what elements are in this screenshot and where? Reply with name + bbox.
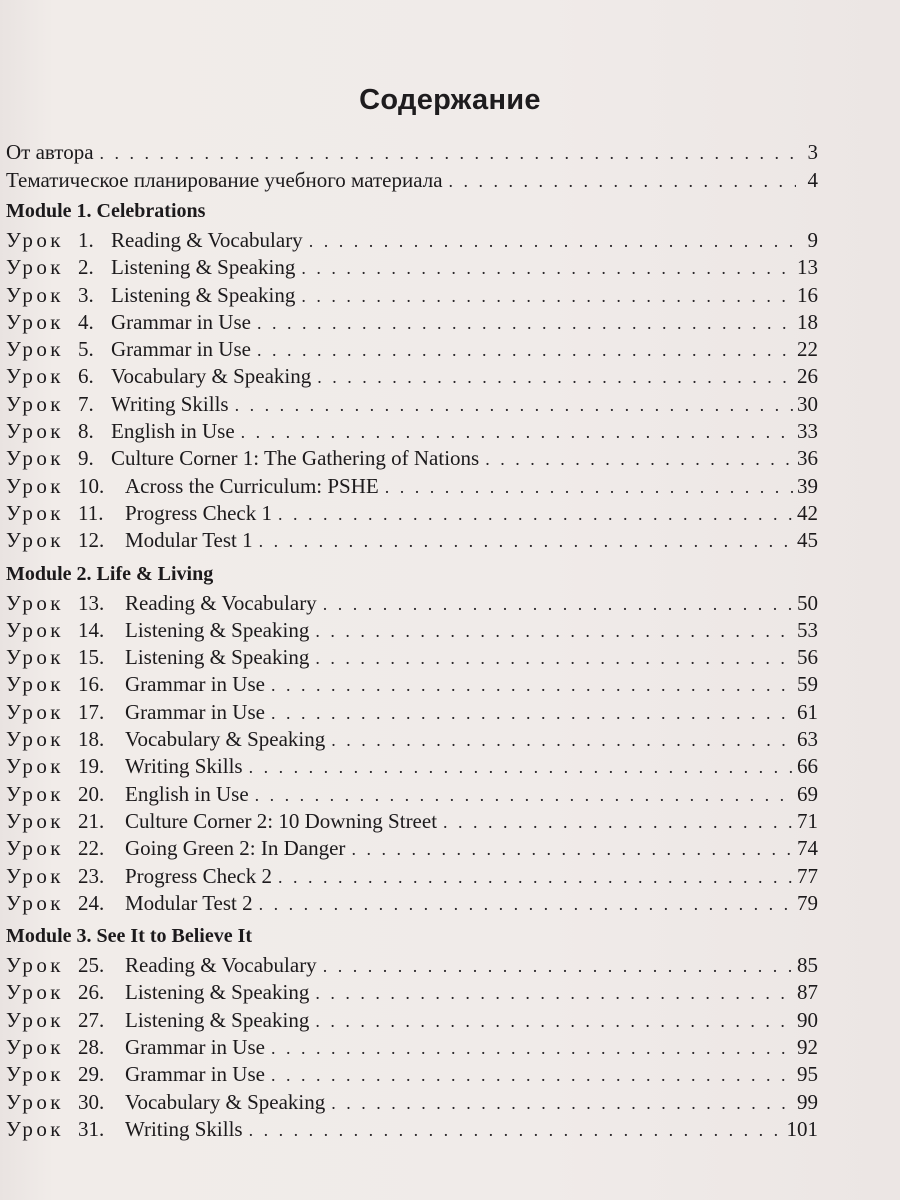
dot-leader [331, 1090, 793, 1117]
toc-entry-lesson [6, 979, 818, 1006]
lesson-label: Урок [6, 672, 64, 697]
lesson-label: Урок [6, 645, 64, 670]
lesson-title: Vocabulary & Speaking [125, 1089, 326, 1114]
lesson-page-number: 77 [797, 863, 818, 888]
lesson-label: Урок [6, 500, 64, 525]
lesson-page-number: 36 [797, 446, 818, 471]
lesson-title: Reading & Vocabulary [125, 590, 317, 615]
table-of-contents [6, 138, 818, 1143]
lesson-title: Writing Skills [125, 1116, 243, 1141]
toc-entry-lesson [6, 781, 818, 808]
lesson-page-number: 30 [797, 391, 818, 416]
toc-entry-lesson [6, 617, 818, 644]
module-heading: Module 1. Celebrations [6, 200, 206, 222]
dot-leader [315, 618, 793, 645]
lesson-label: Урок [6, 364, 64, 389]
toc-entry-lesson [6, 282, 818, 309]
toc-entry-lesson [6, 1007, 818, 1034]
lesson-title: Reading & Vocabulary [111, 228, 303, 252]
lesson-page-number: 99 [797, 1089, 818, 1114]
dot-leader [257, 337, 793, 364]
lesson-label: Урок [6, 836, 64, 861]
lesson-label: Урок [6, 282, 64, 307]
lesson-page-number: 26 [797, 364, 818, 389]
dot-leader [249, 754, 793, 781]
toc-entry-lesson [6, 808, 818, 835]
dot-leader [241, 419, 793, 446]
lesson-title: Culture Corner 2: 10 Downing Street [125, 808, 438, 833]
dot-leader [449, 167, 796, 195]
lesson-number: 11. [78, 500, 104, 525]
toc-entry-lesson [6, 1116, 818, 1143]
dot-leader [259, 528, 793, 555]
lesson-number: 25. [78, 953, 105, 978]
lesson-page-number: 59 [797, 672, 818, 697]
toc-entry-lesson [6, 863, 818, 890]
lesson-title: Listening & Speaking [125, 1007, 310, 1032]
dot-leader [315, 980, 793, 1007]
toc-entry-lesson [6, 1089, 818, 1116]
lesson-page-number: 66 [797, 754, 818, 779]
dot-leader [323, 953, 793, 980]
lesson-number: 3. [78, 282, 94, 307]
toc-entry-lesson [6, 391, 818, 418]
lesson-number: 6. [78, 364, 94, 389]
lesson-title: Grammar in Use [111, 309, 251, 334]
lesson-label: Урок [6, 980, 64, 1005]
dot-leader [249, 1117, 783, 1144]
dot-leader [257, 310, 793, 337]
toc-entry-lesson [6, 726, 818, 753]
dot-leader [100, 139, 796, 167]
lesson-number: 27. [78, 1007, 105, 1032]
lesson-label: Урок [6, 473, 64, 498]
lesson-label: Урок [6, 446, 64, 471]
lesson-label: Урок [6, 953, 64, 978]
dot-leader [323, 591, 793, 618]
intro-section [6, 138, 818, 194]
lesson-page-number: 53 [797, 617, 818, 642]
lesson-page-number: 61 [797, 699, 818, 724]
dot-leader [271, 672, 793, 699]
entry-page-number: 4 [807, 168, 818, 192]
lesson-label: Урок [6, 781, 64, 806]
lesson-page-number: 87 [797, 980, 818, 1005]
toc-entry-lesson [6, 227, 818, 254]
lesson-label: Урок [6, 699, 64, 724]
lesson-title: Listening & Speaking [125, 980, 310, 1005]
module-section-2 [6, 555, 818, 918]
toc-entry-lesson [6, 590, 818, 617]
lesson-number: 28. [78, 1035, 105, 1060]
lesson-label: Урок [6, 808, 64, 833]
module-heading: Module 3. See It to Believe It [6, 925, 253, 948]
dot-leader [271, 700, 793, 727]
lesson-title: Progress Check 2 [125, 863, 272, 888]
lesson-label: Урок [6, 391, 64, 416]
lesson-title: Culture Corner 1: The Gathering of Nations [111, 446, 480, 471]
toc-entry-lesson [6, 699, 818, 726]
lesson-page-number: 18 [797, 309, 818, 334]
lesson-page-number: 92 [797, 1035, 818, 1060]
toc-entry-lesson [6, 445, 818, 472]
lesson-number: 29. [78, 1062, 105, 1087]
dot-leader [255, 782, 793, 809]
toc-entry-lesson [6, 1034, 818, 1061]
lesson-title: English in Use [125, 781, 249, 806]
toc-entry-lesson [6, 753, 818, 780]
lesson-page-number: 56 [797, 645, 818, 670]
lesson-number: 31. [78, 1116, 105, 1141]
lesson-title: Modular Test 2 [125, 890, 253, 915]
lesson-number: 13. [78, 590, 105, 615]
lesson-number: 1. [78, 228, 94, 252]
lesson-label: Урок [6, 754, 64, 779]
toc-entry-lesson [6, 336, 818, 363]
lesson-title: Grammar in Use [125, 1062, 265, 1087]
entry-page-number: 3 [807, 140, 818, 164]
lesson-label: Урок [6, 863, 64, 888]
module-heading: Module 2. Life & Living [6, 562, 214, 585]
lesson-page-number: 69 [797, 781, 818, 806]
lesson-label: Урок [6, 1089, 64, 1114]
lesson-page-number: 16 [797, 282, 818, 307]
lesson-number: 16. [78, 672, 105, 697]
lesson-page-number: 33 [797, 419, 818, 444]
page-title: Содержание [359, 84, 541, 116]
lesson-number: 30. [78, 1089, 105, 1114]
lesson-number: 9. [78, 446, 94, 471]
lesson-title: Writing Skills [125, 754, 243, 779]
lesson-page-number: 95 [797, 1062, 818, 1087]
lesson-title: Grammar in Use [111, 337, 251, 362]
entry-title: От автора [6, 140, 94, 164]
lesson-page-number: 13 [797, 255, 818, 280]
lesson-title: English in Use [111, 419, 235, 444]
lesson-number: 18. [78, 727, 105, 752]
lesson-label: Урок [6, 1062, 64, 1087]
lesson-title: Listening & Speaking [111, 282, 296, 307]
lesson-number: 23. [78, 863, 105, 888]
lesson-page-number: 85 [797, 953, 818, 978]
lesson-title: Across the Curriculum: PSHE [125, 473, 379, 498]
modules-container [6, 194, 818, 1143]
toc-entry-lesson [6, 835, 818, 862]
dot-leader [271, 1035, 793, 1062]
lesson-number: 24. [78, 890, 105, 915]
lesson-number: 10. [78, 473, 105, 498]
lesson-title: Writing Skills [111, 391, 229, 416]
lesson-number: 2. [78, 255, 94, 280]
lesson-title: Progress Check 1 [125, 500, 272, 525]
dot-leader [315, 645, 793, 672]
lesson-page-number: 9 [807, 228, 818, 252]
dot-leader [301, 255, 793, 282]
dot-leader [485, 446, 793, 473]
lesson-label: Урок [6, 1116, 64, 1141]
lesson-page-number: 74 [797, 836, 818, 861]
lesson-label: Урок [6, 255, 64, 280]
lesson-page-number: 71 [797, 808, 818, 833]
toc-entry-lesson [6, 473, 818, 500]
lesson-label: Урок [6, 1035, 64, 1060]
module-section-1 [6, 194, 818, 555]
lesson-page-number: 22 [797, 337, 818, 362]
dot-leader [278, 864, 793, 891]
dot-leader [309, 228, 796, 255]
module-section-3 [6, 917, 818, 1143]
lesson-title: Grammar in Use [125, 1035, 265, 1060]
lesson-title: Modular Test 1 [125, 528, 253, 553]
lesson-title: Listening & Speaking [125, 617, 310, 642]
dot-leader [385, 474, 793, 501]
toc-entry-intro-2 [6, 166, 818, 194]
lesson-label: Урок [6, 727, 64, 752]
dot-leader [278, 501, 793, 528]
lesson-label: Урок [6, 617, 64, 642]
toc-entry-lesson [6, 500, 818, 527]
toc-entry-intro-1 [6, 138, 818, 166]
dot-leader [259, 891, 793, 918]
dot-leader [301, 283, 793, 310]
lesson-number: 14. [78, 617, 105, 642]
lesson-page-number: 39 [797, 473, 818, 498]
lesson-title: Listening & Speaking [111, 255, 296, 280]
dot-leader [271, 1062, 793, 1089]
toc-entry-lesson [6, 309, 818, 336]
toc-entry-lesson [6, 644, 818, 671]
toc-entry-lesson [6, 527, 818, 554]
lesson-title: Reading & Vocabulary [125, 953, 317, 978]
lesson-number: 15. [78, 645, 105, 670]
lesson-label: Урок [6, 590, 64, 615]
lesson-number: 26. [78, 980, 105, 1005]
lesson-number: 20. [78, 781, 105, 806]
lesson-label: Урок [6, 528, 64, 553]
toc-entry-lesson [6, 418, 818, 445]
lesson-label: Урок [6, 890, 64, 915]
toc-entry-lesson [6, 952, 818, 979]
lesson-page-number: 79 [797, 890, 818, 915]
lesson-page-number: 90 [797, 1007, 818, 1032]
lesson-page-number: 45 [797, 528, 818, 553]
toc-entry-lesson [6, 363, 818, 390]
toc-entry-lesson [6, 254, 818, 281]
lesson-number: 21. [78, 808, 105, 833]
lesson-number: 12. [78, 528, 105, 553]
lesson-title: Vocabulary & Speaking [111, 364, 312, 389]
lesson-title: Vocabulary & Speaking [125, 727, 326, 752]
toc-entry-lesson [6, 671, 818, 698]
lesson-label: Урок [6, 228, 64, 252]
lesson-number: 4. [78, 309, 94, 334]
lesson-title: Listening & Speaking [125, 645, 310, 670]
lesson-page-number: 63 [797, 727, 818, 752]
lesson-title: Grammar in Use [125, 672, 265, 697]
entry-title: Тематическое планирование учебного материала [6, 168, 443, 192]
dot-leader [317, 364, 793, 391]
dot-leader [351, 836, 793, 863]
lesson-title: Going Green 2: In Danger [125, 836, 346, 861]
toc-entry-lesson [6, 890, 818, 917]
lesson-page-number: 101 [786, 1116, 818, 1141]
dot-leader [443, 809, 793, 836]
lesson-label: Урок [6, 419, 64, 444]
lesson-title: Grammar in Use [125, 699, 265, 724]
lesson-page-number: 50 [797, 590, 818, 615]
lesson-page-number: 42 [797, 500, 818, 525]
lesson-number: 17. [78, 699, 105, 724]
lesson-label: Урок [6, 1007, 64, 1032]
lesson-number: 8. [78, 419, 94, 444]
lesson-number: 5. [78, 337, 94, 362]
toc-entry-lesson [6, 1061, 818, 1088]
lesson-label: Урок [6, 337, 64, 362]
lesson-label: Урок [6, 309, 64, 334]
dot-leader [331, 727, 793, 754]
dot-leader [315, 1008, 793, 1035]
lesson-number: 19. [78, 754, 105, 779]
lesson-number: 7. [78, 391, 94, 416]
lesson-number: 22. [78, 836, 105, 861]
dot-leader [235, 392, 793, 419]
